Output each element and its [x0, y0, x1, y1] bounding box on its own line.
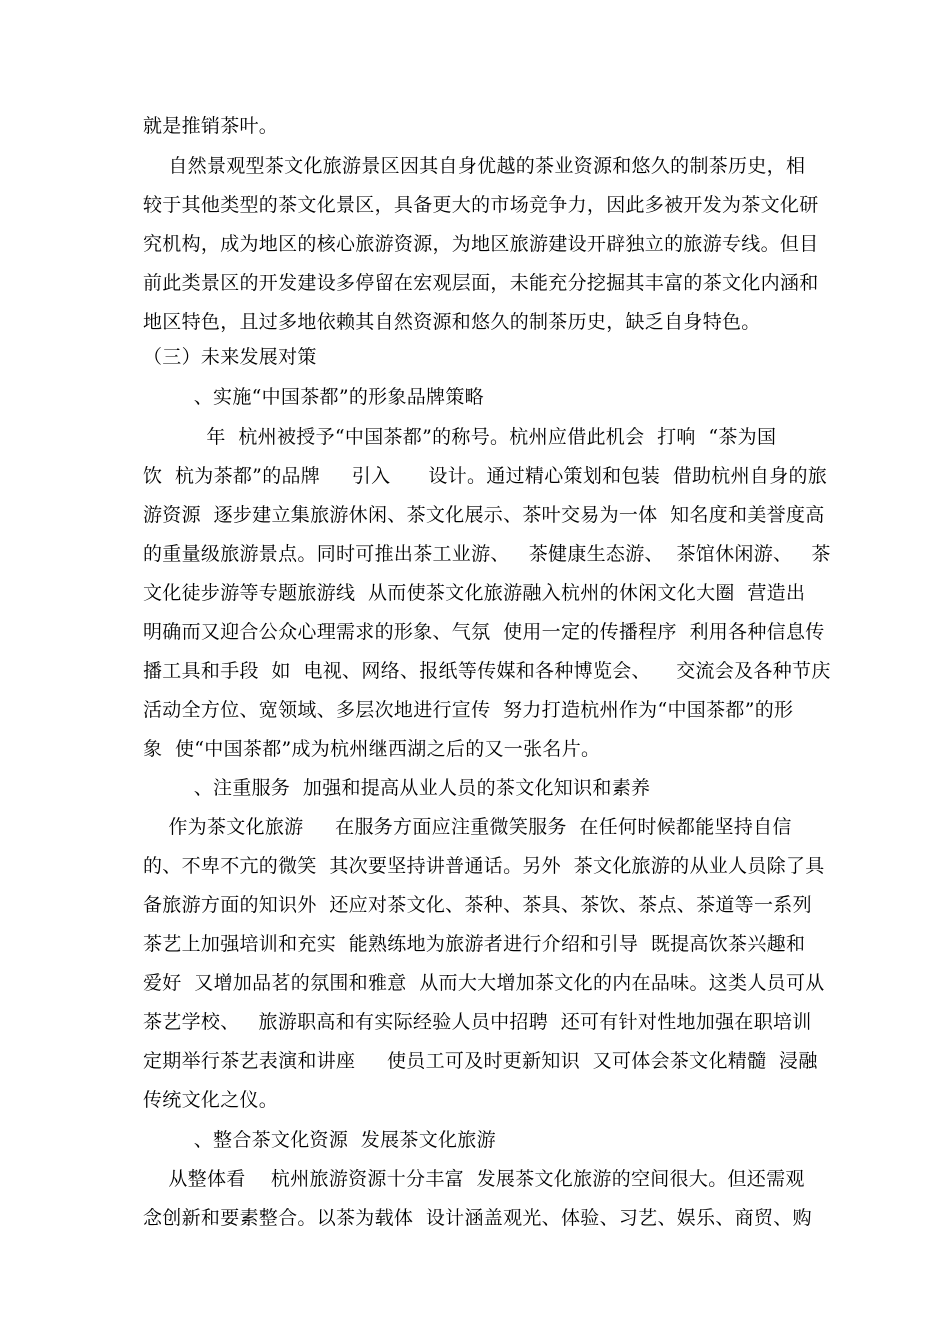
text-line: 播工具和手段 如 电视、网络、报纸等传媒和各种博览会、 交流会及各种节庆 [143, 660, 831, 682]
text-line: 象 使“中国茶都”成为杭州继西湖之后的又一张名片。 [143, 738, 601, 760]
text-line: 自然景观型茶文化旅游景区因其自身优越的茶业资源和悠久的制茶历史，相 [143, 155, 806, 177]
text-line: 备旅游方面的知识外 还应对茶文化、茶种、茶具、茶饮、茶点、茶道等一系列 [143, 894, 812, 916]
text-line: 茶艺上加强培训和充实 能熟练地为旅游者进行介绍和引导 既提高饮茶兴趣和 [143, 933, 806, 955]
text-line: 传统文化之仪。 [143, 1089, 279, 1111]
text-line: 年 杭州被授予“中国茶都”的称号。杭州应借此机会 打响 “茶为国 [143, 426, 777, 448]
text-line: 文化徒步游等专题旅游线 从而使茶文化旅游融入杭州的休闲文化大圈 营造出 [143, 582, 806, 604]
text-line: 念创新和要素整合。以茶为载体 设计涵盖观光、体验、习艺、娱乐、商贸、购 [143, 1207, 812, 1229]
text-line: 爱好 又增加品茗的氛围和雅意 从而大大增加茶文化的内在品味。这类人员可从 [143, 972, 825, 994]
text-line: 的、不卑不亢的微笑 其次要坚持讲普通话。另外 茶文化旅游的从业人员除了具 [143, 855, 825, 877]
text-line: 茶艺学校、 旅游职高和有实际经验人员中招聘 还可有针对性地加强在职培训 [143, 1011, 812, 1033]
text-line: 地区特色，且过多地依赖其自然资源和悠久的制茶历史，缺乏自身特色。 [143, 311, 761, 333]
text-line: 较于其他类型的茶文化景区，具备更大的市场竞争力，因此多被开发为茶文化研 [143, 194, 819, 216]
text-line: 饮 杭为茶都”的品牌 引入 设计。通过精心策划和包装 借助杭州自身的旅 [143, 465, 828, 487]
text-line: 就是推销茶叶。 [143, 115, 279, 137]
text-line: 究机构，成为地区的核心旅游资源，为地区旅游建设开辟独立的旅游专线。但目 [143, 233, 819, 255]
text-line: 从整体看 杭州旅游资源十分丰富 发展茶文化旅游的空间很大。但还需观 [143, 1168, 805, 1190]
subsection-heading: 、整合茶文化资源 发展茶文化旅游 [143, 1129, 496, 1151]
subsection-heading: 、实施“中国茶都”的形象品牌策略 [143, 386, 484, 408]
text-line: 明确而又迎合公众心理需求的形象、气氛 使用一定的传播程序 利用各种信息传 [143, 621, 825, 643]
text-line: 作为茶文化旅游 在服务方面应注重微笑服务 在任何时候都能坚持自信 [143, 816, 792, 838]
text-line: 游资源 逐步建立集旅游休闲、茶文化展示、茶叶交易为一体 知名度和美誉度高 [143, 504, 825, 526]
section-heading: （三）未来发展对策 [143, 346, 317, 368]
text-line: 前此类景区的开发建设多停留在宏观层面，未能充分挖掘其丰富的茶文化内涵和 [143, 272, 819, 294]
subsection-heading: 、注重服务 加强和提高从业人员的茶文化知识和素养 [143, 777, 651, 799]
text-line: 活动全方位、宽领域、多层次地进行宣传 努力打造杭州作为“中国茶都”的形 [143, 699, 794, 721]
text-line: 定期举行茶艺表演和讲座 使员工可及时更新知识 又可体会茶文化精髓 浸融 [143, 1050, 818, 1072]
text-line: 的重量级旅游景点。同时可推出茶工业游、 茶健康生态游、 茶馆休闲游、 茶 [143, 543, 831, 565]
